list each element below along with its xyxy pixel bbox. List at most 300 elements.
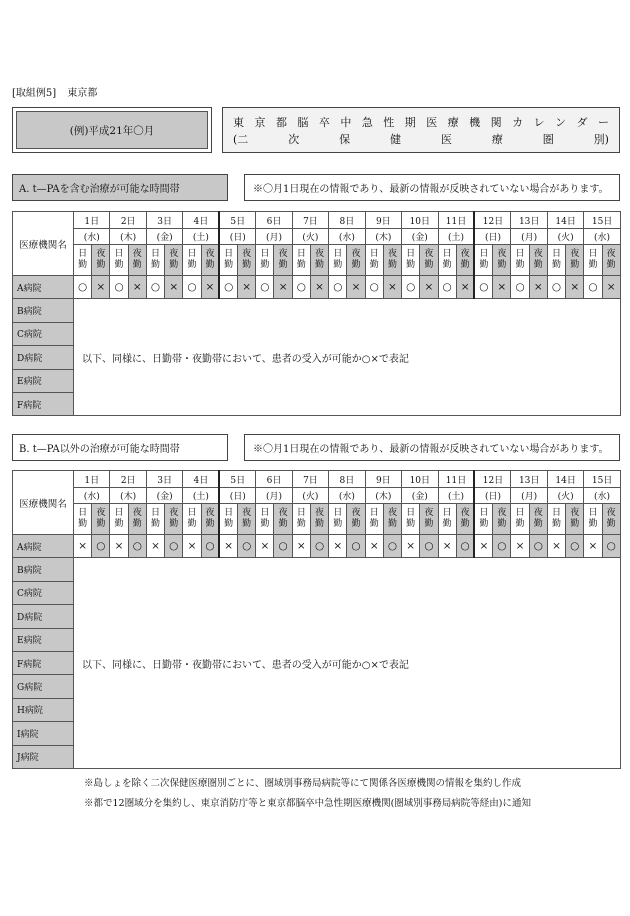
day-shift-label — [256, 245, 274, 276]
table-row — [13, 558, 621, 581]
shift-char: 夜 — [242, 508, 252, 518]
availability-cell: ○ — [347, 535, 365, 558]
hospital-name: D病院 — [13, 605, 74, 628]
title-char: 保 — [339, 133, 351, 146]
shift-char: 勤 — [169, 260, 179, 270]
shift-char: 夜 — [96, 249, 106, 259]
shift-char: 勤 — [260, 260, 270, 270]
date-header: 11日 — [438, 212, 474, 229]
weekday-header: (金) — [402, 488, 438, 504]
day-shift-label — [146, 504, 164, 535]
shift-char: 勤 — [551, 519, 561, 529]
title-char: 次 — [288, 133, 300, 146]
availability-cell: × — [584, 535, 602, 558]
shift-char: 勤 — [78, 519, 88, 529]
shift-char: 夜 — [387, 249, 397, 259]
shift-char: 夜 — [96, 508, 106, 518]
weekday-header: (水) — [584, 229, 620, 245]
day-shift-label — [547, 504, 565, 535]
shift-char: 勤 — [533, 260, 543, 270]
availability-cell: ○ — [584, 276, 602, 299]
day-shift-label — [365, 504, 383, 535]
shift-char: 日 — [369, 508, 379, 518]
merged-description: 以下、同様に、日勤帯・夜勤帯において、患者の受入が可能か○×で表記 — [74, 558, 621, 769]
availability-cell: ○ — [219, 276, 237, 299]
shift-char: 勤 — [387, 260, 397, 270]
table-row — [13, 276, 621, 299]
night-shift-label — [128, 245, 146, 276]
availability-cell: × — [256, 535, 274, 558]
availability-cell: ○ — [165, 535, 183, 558]
shift-char: 夜 — [497, 249, 507, 259]
availability-cell: × — [219, 535, 237, 558]
day-shift-label — [365, 245, 383, 276]
shift-char: 日 — [224, 249, 234, 259]
night-shift-label — [493, 504, 511, 535]
table-row — [13, 535, 621, 558]
night-shift-label — [566, 245, 584, 276]
title-char: 急 — [361, 116, 373, 129]
day-shift-label — [292, 245, 310, 276]
shift-char: 勤 — [406, 260, 416, 270]
shift-char: 日 — [333, 508, 343, 518]
shift-char: 勤 — [187, 519, 197, 529]
shift-char: 日 — [442, 249, 452, 259]
weekday-header: (月) — [511, 488, 547, 504]
date-header: 5日 — [219, 212, 255, 229]
availability-cell: × — [292, 535, 310, 558]
date-header: 2日 — [110, 471, 146, 488]
shift-char: 勤 — [424, 260, 434, 270]
hospital-name: B病院 — [13, 558, 74, 581]
day-shift-label — [329, 504, 347, 535]
date-box — [12, 107, 212, 153]
night-shift-label — [238, 504, 256, 535]
shift-char: 夜 — [315, 508, 325, 518]
shift-char: 夜 — [533, 249, 543, 259]
shift-char: 勤 — [351, 260, 361, 270]
day-shift-label — [402, 504, 420, 535]
shift-char: 日 — [515, 508, 525, 518]
shift-char: 夜 — [570, 508, 580, 518]
shift-char: 夜 — [460, 508, 470, 518]
night-shift-label — [165, 245, 183, 276]
availability-cell: × — [146, 535, 164, 558]
night-shift-label — [310, 504, 328, 535]
weekday-header: (木) — [110, 488, 146, 504]
day-shift-label — [402, 245, 420, 276]
shift-char: 勤 — [442, 260, 452, 270]
weekday-header: (土) — [183, 488, 219, 504]
day-shift-label — [110, 245, 128, 276]
availability-cell: × — [511, 535, 529, 558]
date-header: 9日 — [365, 471, 401, 488]
night-shift-label — [420, 245, 438, 276]
shift-char: 夜 — [132, 508, 142, 518]
shift-char: 日 — [588, 249, 598, 259]
shift-char: 日 — [187, 249, 197, 259]
weekday-header: (水) — [74, 229, 110, 245]
shift-char: 夜 — [169, 508, 179, 518]
night-shift-label — [566, 504, 584, 535]
calendar-title-box — [222, 107, 620, 153]
night-shift-label — [456, 245, 474, 276]
shift-char: 日 — [369, 249, 379, 259]
shift-char: 夜 — [351, 249, 361, 259]
shift-char: 勤 — [515, 519, 525, 529]
title-char: 圏 — [542, 133, 554, 146]
weekday-header: (木) — [365, 229, 401, 245]
night-shift-label — [274, 504, 292, 535]
merged-description: 以下、同様に、日勤帯・夜勤帯において、患者の受入が可能か○×で表記 — [74, 299, 621, 416]
shift-char: 夜 — [242, 249, 252, 259]
shift-char: 勤 — [387, 519, 397, 529]
hospital-name: I病院 — [13, 722, 74, 745]
title-char: カ — [512, 116, 524, 129]
title-char: 京 — [254, 116, 266, 129]
shift-char: 勤 — [315, 519, 325, 529]
shift-char: 勤 — [278, 260, 288, 270]
availability-cell: × — [347, 276, 365, 299]
shift-char: 日 — [479, 508, 489, 518]
availability-cell: ○ — [547, 276, 565, 299]
shift-char: 勤 — [315, 260, 325, 270]
date-header: 14日 — [547, 471, 583, 488]
availability-cell: ○ — [402, 276, 420, 299]
availability-cell: × — [402, 535, 420, 558]
availability-cell: ○ — [310, 535, 328, 558]
availability-cell: ○ — [274, 535, 292, 558]
name-column-header: 医療機関名 — [13, 212, 74, 276]
hospital-name: G病院 — [13, 675, 74, 698]
shift-char: 日 — [78, 249, 88, 259]
weekday-header: (水) — [584, 488, 620, 504]
name-column-header: 医療機関名 — [13, 471, 74, 535]
shift-char: 勤 — [132, 519, 142, 529]
example-label — [12, 84, 105, 99]
night-shift-label — [383, 504, 401, 535]
availability-cell: ○ — [183, 276, 201, 299]
weekday-header: (日) — [474, 229, 510, 245]
availability-cell: × — [456, 276, 474, 299]
availability-cell: ○ — [438, 276, 456, 299]
shift-char: 夜 — [351, 508, 361, 518]
weekday-header: (水) — [74, 488, 110, 504]
shift-char: 勤 — [333, 519, 343, 529]
availability-cell: ○ — [256, 276, 274, 299]
availability-cell: ○ — [201, 535, 219, 558]
section-b-table — [12, 470, 621, 769]
date-header: 6日 — [256, 471, 292, 488]
calendar-title-line2 — [233, 131, 609, 148]
day-shift-label — [219, 504, 237, 535]
day-shift-label — [146, 245, 164, 276]
shift-char: 日 — [114, 508, 124, 518]
hospital-name: C病院 — [13, 581, 74, 604]
weekday-header: (日) — [474, 488, 510, 504]
day-shift-label — [584, 245, 602, 276]
day-shift-label — [183, 245, 201, 276]
availability-cell: × — [110, 535, 128, 558]
shift-char: 勤 — [479, 519, 489, 529]
calendar-title-line1 — [233, 114, 609, 131]
title-char: レ — [533, 116, 545, 129]
weekday-header: (月) — [511, 229, 547, 245]
night-shift-label — [128, 504, 146, 535]
shift-char: 夜 — [533, 508, 543, 518]
shift-char: 勤 — [497, 519, 507, 529]
shift-char: 夜 — [570, 249, 580, 259]
shift-char: 勤 — [570, 519, 580, 529]
night-shift-label — [274, 245, 292, 276]
availability-cell: ○ — [92, 535, 110, 558]
availability-cell: × — [547, 535, 565, 558]
shift-char: 勤 — [205, 519, 215, 529]
day-shift-label — [474, 504, 492, 535]
date-header: 10日 — [402, 212, 438, 229]
shift-char: 勤 — [96, 260, 106, 270]
weekday-header: (水) — [329, 488, 365, 504]
availability-cell: ○ — [292, 276, 310, 299]
hospital-name: H病院 — [13, 698, 74, 721]
title-char: ー — [597, 116, 609, 129]
day-shift-label — [256, 504, 274, 535]
shift-char: 勤 — [369, 260, 379, 270]
hospital-name: F病院 — [13, 651, 74, 674]
shift-char: 勤 — [114, 519, 124, 529]
day-shift-label — [110, 504, 128, 535]
title-char: 別) — [593, 133, 609, 146]
shift-char: 勤 — [205, 260, 215, 270]
shift-char: 日 — [406, 508, 416, 518]
availability-cell: × — [310, 276, 328, 299]
weekday-header: (火) — [292, 229, 328, 245]
shift-char: 勤 — [351, 519, 361, 529]
day-shift-label — [438, 245, 456, 276]
date-header: 12日 — [474, 471, 510, 488]
shift-char: 日 — [114, 249, 124, 259]
shift-char: 勤 — [187, 260, 197, 270]
availability-cell: ○ — [566, 535, 584, 558]
availability-cell: × — [201, 276, 219, 299]
availability-cell: ○ — [474, 276, 492, 299]
date-header: 1日 — [74, 212, 110, 229]
shift-char: 夜 — [424, 249, 434, 259]
section-a-title: A. t—PAを含む治療が可能な時間帯 — [12, 174, 228, 201]
availability-cell: × — [474, 535, 492, 558]
shift-char: 日 — [406, 249, 416, 259]
footnote-2: ※都で12圏域分を集約し、東京消防庁等と東京都脳卒中急性期医療機関(圏域別事務局病院等経由)に通知 — [84, 798, 532, 809]
shift-char: 日 — [442, 508, 452, 518]
weekday-header: (日) — [219, 229, 255, 245]
title-char: 脳 — [297, 116, 309, 129]
night-shift-label — [201, 245, 219, 276]
footnote-1: ※島しょを除く二次保健医療圏別ごとに、圏域別事務局病院等にて関係各医療機関の情報を集約し作成 — [84, 778, 522, 789]
availability-cell: ○ — [74, 276, 92, 299]
shift-char: 勤 — [78, 260, 88, 270]
shift-char: 勤 — [533, 519, 543, 529]
date-header: 7日 — [292, 471, 328, 488]
shift-char: 勤 — [497, 260, 507, 270]
shift-char: 夜 — [387, 508, 397, 518]
shift-char: 夜 — [497, 508, 507, 518]
hospital-name: C病院 — [13, 322, 74, 345]
shift-char: 夜 — [205, 508, 215, 518]
shift-char: 日 — [78, 508, 88, 518]
weekday-header: (土) — [438, 229, 474, 245]
availability-cell: ○ — [383, 535, 401, 558]
title-char: (二 — [233, 133, 249, 146]
availability-cell: × — [420, 276, 438, 299]
availability-cell: ○ — [110, 276, 128, 299]
availability-cell: × — [602, 276, 620, 299]
shift-char: 日 — [260, 508, 270, 518]
night-shift-label — [602, 245, 620, 276]
shift-char: 勤 — [96, 519, 106, 529]
shift-char: 夜 — [169, 249, 179, 259]
availability-cell: × — [566, 276, 584, 299]
shift-char: 勤 — [460, 519, 470, 529]
day-shift-label — [511, 245, 529, 276]
section-a-table — [12, 211, 621, 416]
date-header: 13日 — [511, 212, 547, 229]
shift-char: 勤 — [369, 519, 379, 529]
example-number: [取組例5] — [12, 88, 57, 99]
weekday-header: (月) — [256, 488, 292, 504]
shift-char: 夜 — [278, 508, 288, 518]
title-char: ン — [555, 116, 567, 129]
title-char: 性 — [383, 116, 395, 129]
availability-cell: × — [365, 535, 383, 558]
night-shift-label — [529, 245, 547, 276]
day-shift-label — [219, 245, 237, 276]
shift-char: 日 — [260, 249, 270, 259]
availability-cell: × — [238, 276, 256, 299]
title-char: 療 — [447, 116, 459, 129]
shift-char: 勤 — [242, 260, 252, 270]
shift-char: 勤 — [151, 260, 161, 270]
date-header: 14日 — [547, 212, 583, 229]
shift-char: 夜 — [278, 249, 288, 259]
prefecture-name: 東京都 — [67, 88, 98, 99]
date-header: 9日 — [365, 212, 401, 229]
shift-char: 日 — [151, 249, 161, 259]
weekday-header: (火) — [547, 488, 583, 504]
day-shift-label — [329, 245, 347, 276]
night-shift-label — [201, 504, 219, 535]
availability-cell: ○ — [238, 535, 256, 558]
hospital-name: D病院 — [13, 346, 74, 369]
date-header: 11日 — [438, 471, 474, 488]
date-header: 4日 — [183, 471, 219, 488]
shift-char: 勤 — [479, 260, 489, 270]
night-shift-label — [347, 504, 365, 535]
date-header: 10日 — [402, 471, 438, 488]
shift-char: 夜 — [132, 249, 142, 259]
day-shift-label — [74, 504, 92, 535]
date-header: 4日 — [183, 212, 219, 229]
title-char: 関 — [490, 116, 502, 129]
availability-cell: × — [493, 276, 511, 299]
date-label: (例)平成21年〇月 — [16, 111, 208, 149]
shift-char: 日 — [296, 249, 306, 259]
hospital-name: F病院 — [13, 392, 74, 415]
availability-cell: × — [274, 276, 292, 299]
shift-char: 勤 — [224, 260, 234, 270]
shift-char: 勤 — [424, 519, 434, 529]
night-shift-label — [420, 504, 438, 535]
shift-char: 夜 — [606, 249, 616, 259]
shift-char: 日 — [151, 508, 161, 518]
availability-cell: × — [74, 535, 92, 558]
availability-cell: ○ — [420, 535, 438, 558]
availability-cell: ○ — [493, 535, 511, 558]
shift-char: 勤 — [132, 260, 142, 270]
shift-char: 勤 — [169, 519, 179, 529]
night-shift-label — [92, 245, 110, 276]
availability-cell: × — [383, 276, 401, 299]
title-char: 療 — [491, 133, 503, 146]
availability-cell: ○ — [329, 276, 347, 299]
weekday-header: (金) — [146, 229, 182, 245]
shift-char: 日 — [515, 249, 525, 259]
date-header: 12日 — [474, 212, 510, 229]
date-header: 8日 — [329, 212, 365, 229]
weekday-header: (月) — [256, 229, 292, 245]
table-row — [13, 299, 621, 322]
shift-char: 勤 — [406, 519, 416, 529]
date-header: 15日 — [584, 212, 620, 229]
shift-char: 勤 — [460, 260, 470, 270]
weekday-header: (木) — [110, 229, 146, 245]
shift-char: 勤 — [588, 519, 598, 529]
availability-cell: ○ — [365, 276, 383, 299]
hospital-name: J病院 — [13, 745, 74, 768]
day-shift-label — [584, 504, 602, 535]
availability-cell: ○ — [529, 535, 547, 558]
day-shift-label — [474, 245, 492, 276]
title-char: 医 — [426, 116, 438, 129]
shift-char: 勤 — [278, 519, 288, 529]
title-char: 機 — [469, 116, 481, 129]
day-shift-label — [511, 504, 529, 535]
shift-char: 日 — [588, 508, 598, 518]
shift-char: 夜 — [424, 508, 434, 518]
shift-char: 日 — [551, 249, 561, 259]
date-header: 13日 — [511, 471, 547, 488]
hospital-name: E病院 — [13, 369, 74, 392]
availability-cell: ○ — [146, 276, 164, 299]
hospital-name: B病院 — [13, 299, 74, 322]
availability-cell: × — [128, 276, 146, 299]
title-char: 健 — [390, 133, 402, 146]
shift-char: 夜 — [205, 249, 215, 259]
shift-char: 勤 — [114, 260, 124, 270]
day-shift-label — [438, 504, 456, 535]
shift-char: 勤 — [333, 260, 343, 270]
availability-cell: × — [438, 535, 456, 558]
date-header: 6日 — [256, 212, 292, 229]
night-shift-label — [310, 245, 328, 276]
night-shift-label — [165, 504, 183, 535]
availability-cell: ○ — [511, 276, 529, 299]
weekday-header: (水) — [329, 229, 365, 245]
day-shift-label — [547, 245, 565, 276]
title-char: 期 — [404, 116, 416, 129]
shift-char: 夜 — [606, 508, 616, 518]
shift-char: 日 — [479, 249, 489, 259]
availability-cell: ○ — [602, 535, 620, 558]
